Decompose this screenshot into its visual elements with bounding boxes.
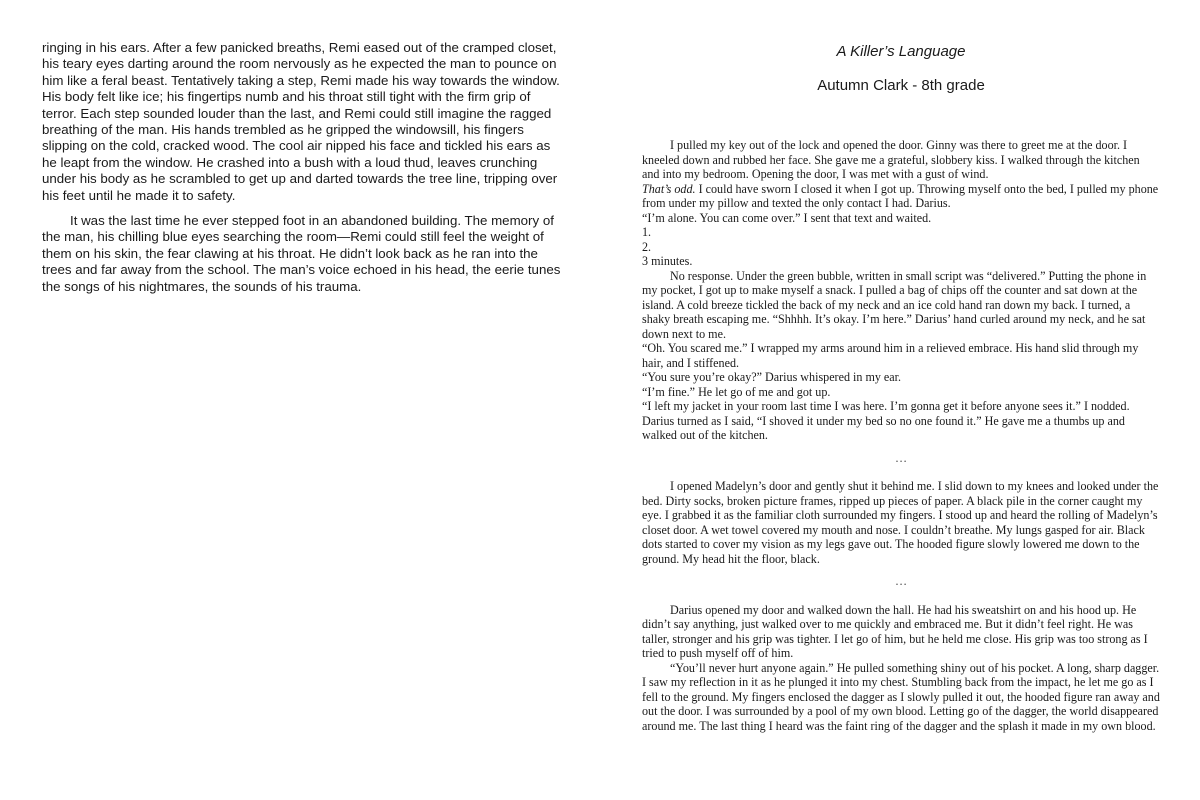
story-paragraph: I pulled my key out of the lock and opened the door. Ginny was there to greet me at the door. I kneeled down and rubbed her face. She gave me a grateful, slobbery kiss. I walked through the kitchen and into my bedroom. Opening the door, I was met with a gust of wind.	[642, 138, 1140, 181]
count-line: 2.	[642, 239, 652, 254]
count-line: 3 minutes.	[642, 254, 693, 268]
story-author: Autumn Clark - 8th grade	[817, 77, 985, 94]
story-paragraph	[642, 182, 1160, 211]
story-body	[642, 138, 1160, 733]
count-line: 1.	[642, 225, 652, 239]
story-title: A Killer’s Language	[836, 43, 966, 60]
left-page	[42, 40, 562, 304]
story-paragraph: No response. Under the green bubble, written in small script was “delivered.” Putting the phone in my pocket, I got up to make myself a snack. I pulled a bag of chips off the counter and sat down at the island. A cold breeze tickled the back of my neck and an ice cold hand ran down my back. I turned, a shaky breath escaping me. “Shhhh. It’s okay. I’m here.” Darius’ hand curled around my neck, and he sat down next to me.	[642, 268, 1147, 341]
story-paragraph: “I’m fine.” He let go of me and got up.	[642, 384, 831, 399]
story-text: I could have sworn I closed it when I got up. Throwing myself onto the bed, I pulled my phone from under my pillow and texted the only contact I had. Darius.	[642, 181, 1159, 210]
story-paragraph: I opened Madelyn’s door and gently shut it behind me. I slid down to my knees and looked under the bed. Dirty socks, broken picture frames, ripped up pieces of paper. A black pile in the corner caught my eye. I grabbed it as the familiar cloth surrounded my fingers. I stood up and heard the rolling of Madelyn’s closet door. A wet towel covered my mouth and nose. I couldn’t breathe. My lungs gasped for air. Black dots started to cover my vision as my legs gave out. The hooded figure slowly lowered me down to the ground. My head hit the floor, black.	[642, 479, 1159, 566]
story-paragraph: “I left my jacket in your room last time I was here. I’m gonna get it before anyone sees it.” I nodded. Darius turned as I said, “I shoved it under my bed so no one found it.” He gave me a thumbs up and walked out of the kitchen.	[642, 399, 1130, 442]
italic-thought: That’s odd.	[642, 181, 696, 196]
story-paragraph: “Oh. You scared me.” I wrapped my arms around him in a relieved embrace. His hand slid through my hair, and I stiffened.	[642, 341, 1139, 370]
left-paragraph-2: It was the last time he ever stepped foot in an abandoned building. The memory of the man, his chilling blue eyes searching the room—Remi could still feel the weight of them on his skin, the fear clawing at his throat. He didn’t look back as he ran into the trees and far away from the school. The man’s voice echoed in his head, the eerie tunes the songs of his nightmares, the sounds of his trauma.	[42, 213, 561, 294]
story-paragraph: Darius opened my door and walked down the hall. He had his sweatshirt on and his hood up. He didn’t say anything, just walked over to me quickly and embraced me. But it didn’t feel right. He was taller, stronger and his grip was tighter. I let go of him, but he held me close. His grip was too strong as I tried to push myself off of him.	[642, 602, 1148, 660]
section-break: …	[894, 450, 908, 465]
story-paragraph: “You’ll never hurt anyone again.” He pulled something shiny out of his pocket. A long, sharp dagger. I saw my reflection in it as he plunged it into my chest. Stumbling back from the impact, he let me go as I fell to the ground. My fingers enclosed the dagger as I slowly pulled it out, the hooded figure ran away and out the door. I was surrounded by a pool of my own blood. Letting go of the dagger, the world disappeared around me. The last thing I heard was the faint ring of the dagger and the splash it made in my own blood.	[642, 660, 1160, 733]
left-paragraph-1: ringing in his ears. After a few panicked breaths, Remi eased out of the cramped closet, his teary eyes darting around the room nervously as he expected the man to pounce on him like a feral beast. Tentatively taking a step, Remi made his way towards the window. His body felt like ice; his fingertips numb and his throat still tight with the firm grip of terror. Each step sounded louder than the last, and Remi could still imagine the ragged breathing of the man. His hands trembled as he gripped the windowsill, his fingers slipping on the cold, cracked wood. The cool air nipped his face and tickled his ears as he leapt from the window. He crashed into a bush with a loud thud, leaves crunching under his body as he scrambled to get up and darted towards the tree line, tripping over his feet until he made it to safety.	[42, 40, 560, 203]
section-break: …	[894, 574, 908, 588]
story-paragraph: “I’m alone. You can come over.” I sent that text and waited.	[642, 210, 932, 225]
right-page	[642, 40, 1160, 733]
story-paragraph: “You sure you’re okay?” Darius whispered in my ear.	[642, 370, 902, 384]
